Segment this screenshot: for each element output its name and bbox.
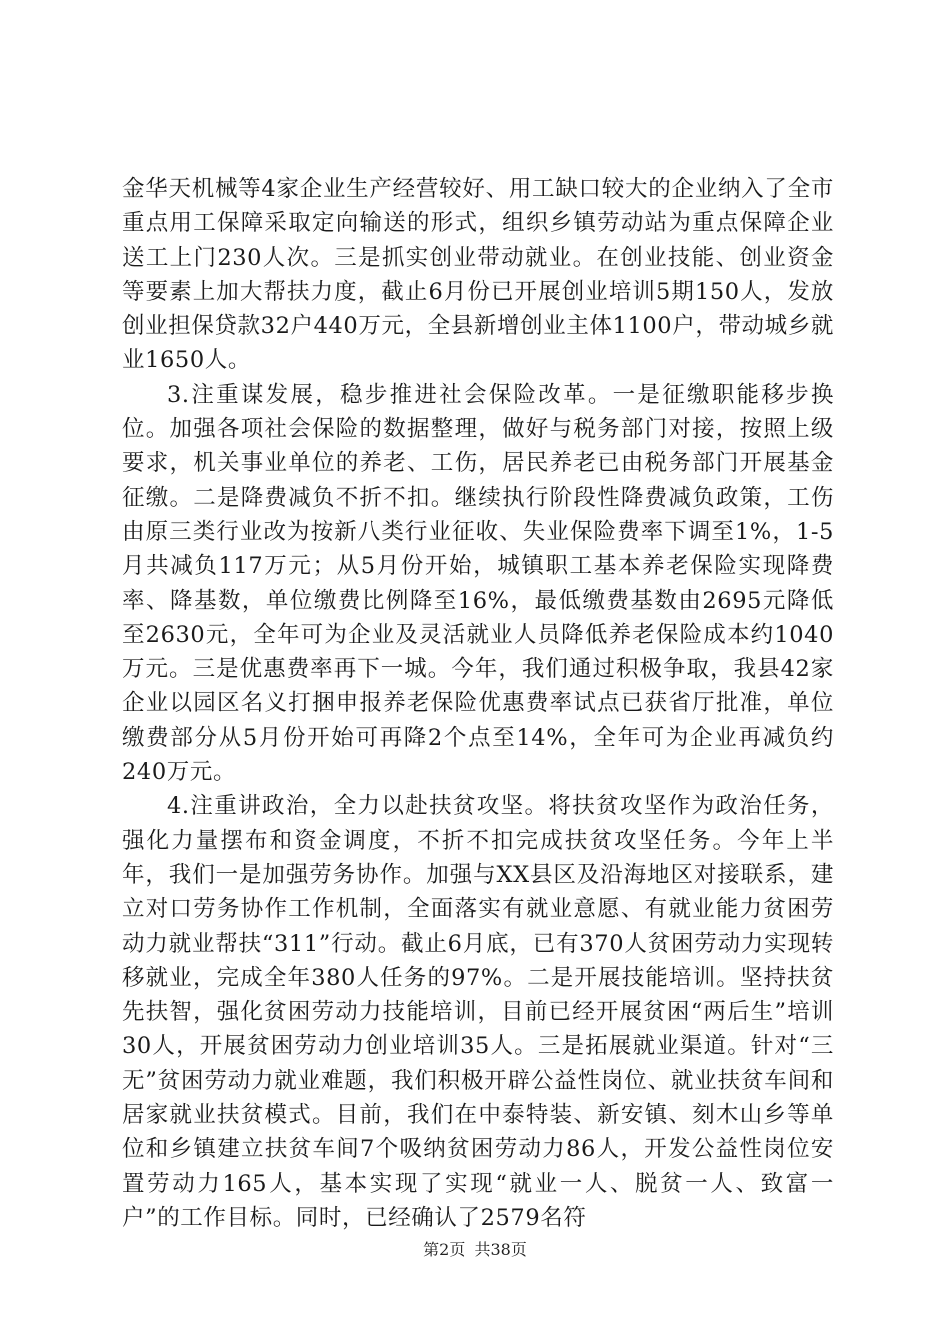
paragraph-social-insurance: 3.注重谋发展，稳步推进社会保险改革。一是征缴职能移步换位。加强各项社会保险的数据整理，做好与税务部门对接，按照上级要求，机关事业单位的养老、工伤，居民养老已由税务部门开展基金征缴。二是降费减负不折不扣。继续执行阶段性降费减负政策，工伤由原三类行业改为按新八类行业征收、失业保险费率下调至1%，1-5月共减负117万元；从5月份开始，城镇职工基本养老保险实现降费率、降基数，单位缴费比例降至16%，最低缴费基数由2695元降低至2630元，全年可为企业及灵活就业人员降低养老保险成本约1040万元。三是优惠费率再下一城。今年，我们通过积极争取，我县42家企业以园区名义打捆申报养老保险优惠费率试点已获省厅批准，单位缴费部分从5月份开始可再降2个点至14%，全年可为企业再减负约240万元。 — [122, 381, 834, 786]
paragraph-poverty-alleviation: 4.注重讲政治，全力以赴扶贫攻坚。将扶贫攻坚作为政治任务，强化力量摆布和资金调度，不折不扣完成扶贫攻坚任务。今年上半年，我们一是加强劳务协作。加强与XX县区及沿海地区对接联系，建立对口劳务协作工作机制，全面落实有就业意愿、有就业能力贫困劳动力就业帮扶“311”行动。截止6月底，已有370人贫困劳动力实现转移就业，完成全年380人任务的97%。二是开展技能培训。坚持扶贫先扶智，强化贫困劳动力技能培训，目前已经开展贫困“两后生”培训30人，开展贫困劳动力创业培训35人。三是拓展就业渠道。针对“三无”贫困劳动力就业难题，我们积极开辟公益性岗位、就业扶贫车间和居家就业扶贫模式。目前，我们在中泰特装、新安镇、刻木山乡等单位和乡镇建立扶贫车间7个吸纳贫困劳动力86人，开发公益性岗位安置劳动力165人，基本实现了实现“就业一人、脱贫一人、致富一户”的工作目标。同时，已经确认了2579名符 — [122, 793, 834, 1231]
document-body — [122, 172, 834, 1235]
paragraph-continuation: 金华天机械等4家企业生产经营较好、用工缺口较大的企业纳入了全市重点用工保障采取定向输送的形式，组织乡镇劳动站为重点保障企业送工上门230人次。三是抓实创业带动就业。在创业技能、创业资金等要素上加大帮扶力度，截止6月份已开展创业培训5期150人，发放创业担保贷款32户440万元，全县新增创业主体1100户，带动城乡就业1650人。 — [122, 176, 834, 374]
page-footer — [0, 1240, 950, 1260]
page-total: 共38页 — [474, 1240, 527, 1259]
page-number: 第2页 — [423, 1240, 466, 1259]
